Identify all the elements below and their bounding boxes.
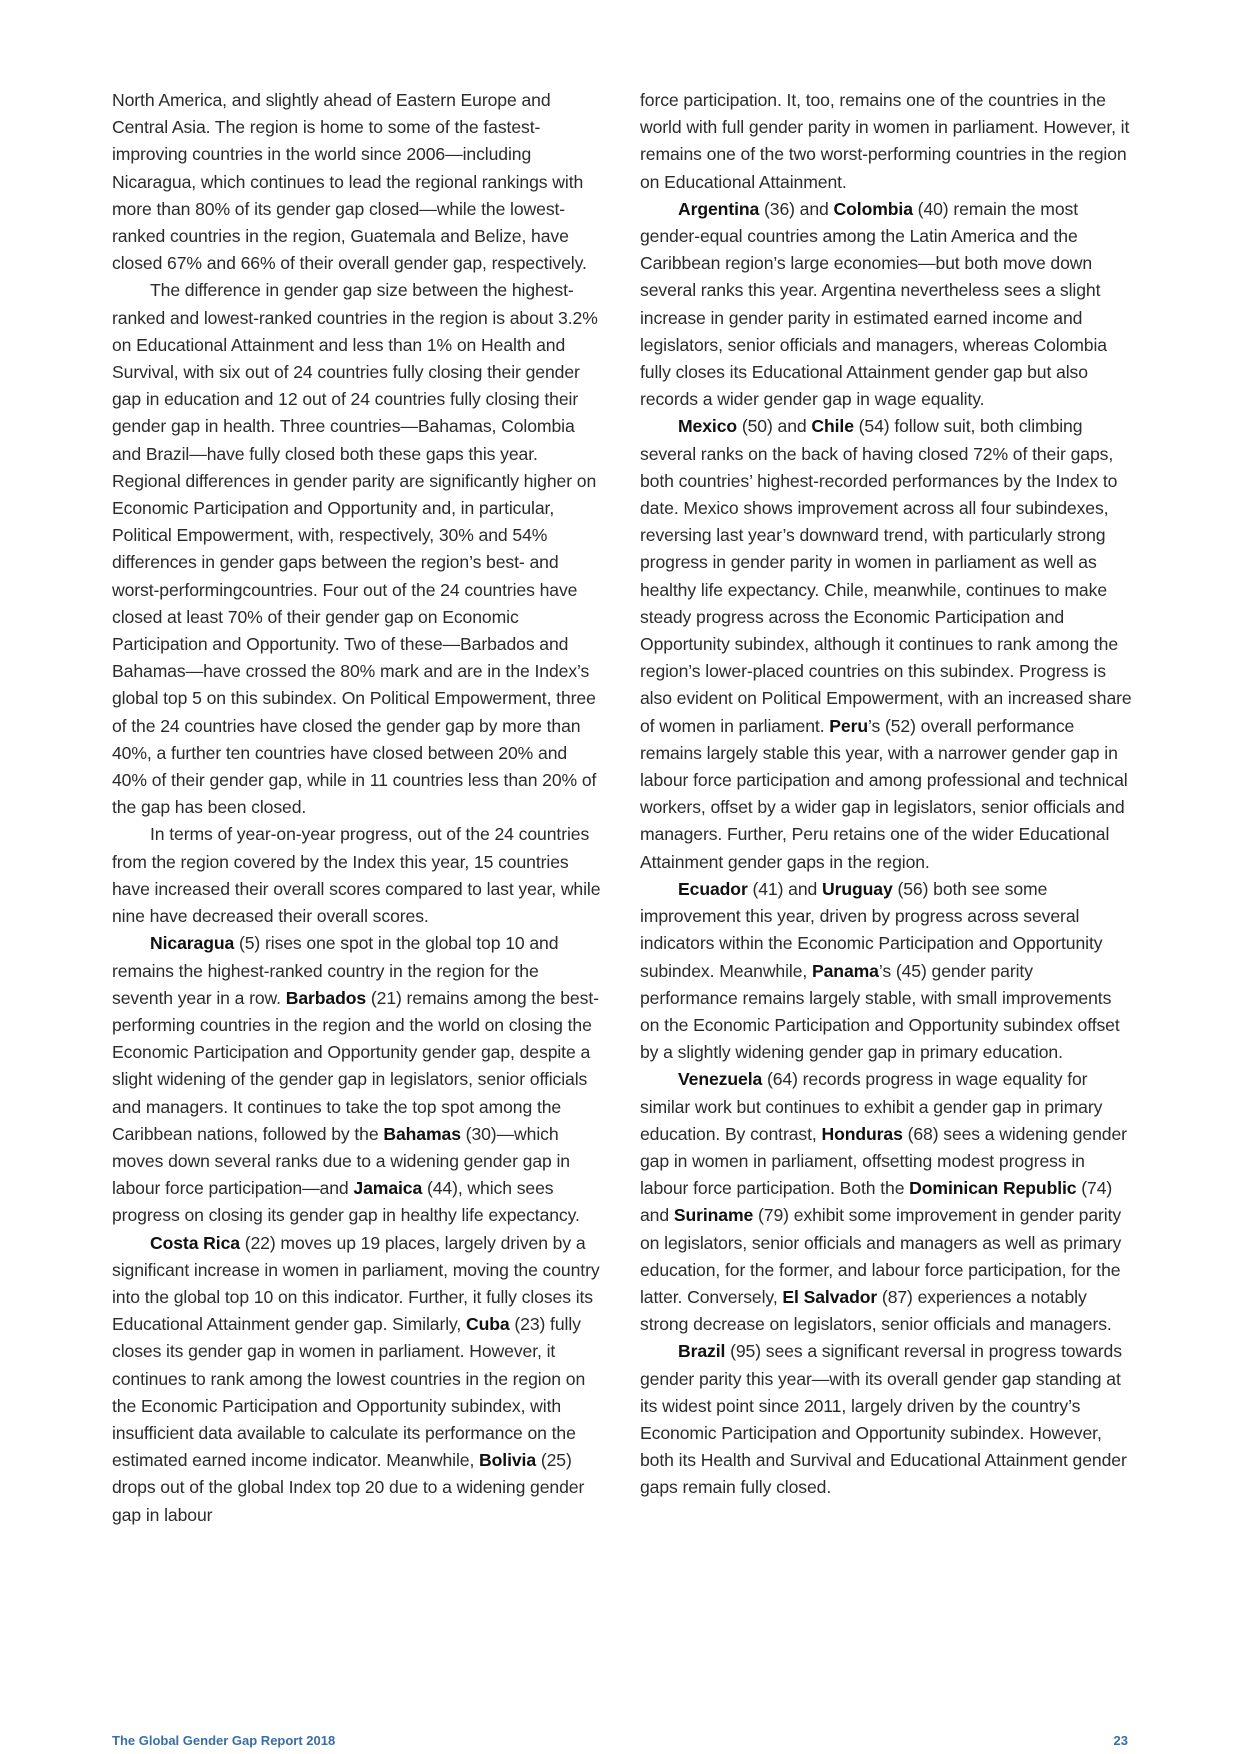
paragraph — [640, 1066, 1132, 1338]
country-name: Chile — [811, 416, 854, 437]
paragraph-text: (79) exhibit some improvement in gender parity on legislators, senior officials and managers as well as primary education, for the former, and labour force participation, for the latter. Conversely, — [640, 1205, 1122, 1307]
paragraph: force participation. It, too, remains one of the countries in the world with full gender parity in women in parliament. However, it remains one of the two worst-performing countries in the region on Educational Attainment. — [640, 90, 1130, 192]
country-name: Argentina — [678, 198, 760, 219]
paragraph-text: (41) and — [747, 878, 823, 899]
paragraph-text: (50) and — [737, 416, 812, 437]
right-column — [640, 87, 1132, 1502]
paragraph-text: (68) sees a widening gender gap in women in parliament, offsetting modest progress in labour force participation. Both the — [640, 1123, 1127, 1199]
paragraph-text: (23) fully closes its gender gap in women in parliament. However, it continues to rank among the lowest countries in the region on the Economic Participation and Opportunity subindex, with insufficient data available to calculate its performance on the estimated earned income indicator. Meanwhile, — [112, 1314, 586, 1471]
country-name: Venezuela — [678, 1069, 763, 1090]
country-name: Dominican Republic — [909, 1178, 1077, 1199]
paragraph-text: ’s (45) gender parity performance remains largely stable, with small improvements on the Economic Participation and Opportunity subindex offset by a slightly widening gender gap in primary education. — [640, 960, 1120, 1063]
paragraph-text: (5) rises one spot in the global top 10 and remains the highest-ranked country in the region for the seventh year in a row. — [112, 933, 559, 1008]
paragraph: North America, and slightly ahead of Eastern Europe and Central Asia. The region is home to some of the fastest-improving countries in the world since 2006—including Nicaragua, which continues to lead the regional rankings with more than 80% of its gender gap closed—while the lowest-ranked countries in the region, Guatemala and Belize, have closed 67% and 66% of their overall gender gap, respectively. — [112, 90, 587, 274]
country-name: El Salvador — [782, 1286, 878, 1307]
country-name: Nicaragua — [150, 933, 235, 954]
country-name: Panama — [811, 960, 879, 981]
left-column — [112, 87, 604, 1529]
paragraph-text: (40) remain the most gender-equal countries among the Latin America and the Caribbean region’s large economies—but both move down several ranks this year. Argentina nevertheless sees a slight increase in gender parity in estimated earned income and legislators, senior officials and managers, whereas Colombia fully closes its Educational Attainment gender gap but also records a wider gender gap in wage equality. — [640, 198, 1107, 410]
country-name: Colombia — [833, 198, 913, 219]
country-name: Barbados — [285, 987, 367, 1008]
footer-page-number: 23 — [1113, 1733, 1128, 1748]
paragraph-text: (22) moves up 19 places, largely driven by a significant increase in women in parliament, moving the country into the global top 10 on this indicator. Further, it fully closes its Educational Attainment gender gap. Similarly, — [112, 1232, 600, 1335]
paragraph-text: ’s (52) overall performance remains largely stable this year, with a narrower gender gap in labour force participation and among professional and technical workers, offset by a wider gap in legislators, senior officials and managers. Further, Peru retains one of the wider Educational Attainment gender gaps in the region. — [640, 715, 1128, 872]
country-name: Mexico — [678, 416, 738, 437]
country-name: Suriname — [673, 1205, 754, 1226]
paragraph-text: (44), which sees progress on closing its gender gap in healthy life expectancy. — [112, 1178, 580, 1226]
paragraph — [640, 196, 1132, 414]
country-name: Ecuador — [678, 878, 748, 899]
paragraph-text: (74) and — [640, 1178, 1113, 1226]
paragraph-text: (64) records progress in wage equality for similar work but continues to exhibit a gender gap in primary education. By contrast, — [640, 1069, 1103, 1144]
paragraph — [112, 1230, 604, 1529]
paragraph — [640, 413, 1132, 875]
paragraph — [640, 1338, 1132, 1501]
country-name: Bahamas — [383, 1123, 461, 1144]
paragraph-text: (56) both see some improvement this year, driven by progress across several indicators within the Economic Participation and Opportunity subindex. Meanwhile, — [640, 878, 1103, 981]
country-name: Honduras — [821, 1123, 903, 1144]
paragraph: The difference in gender gap size between the highest-ranked and lowest-ranked countries in the region is about 3.2% on Educational Attainment and less than 1% on Health and Survival, with six out of 24 countries fully closing their gender gap in education and 12 out of 24 countries fully closing their gender gap in health. Three countries—Bahamas, Colombia and Brazil—have fully closed both these gaps this year. Regional differences in gender parity are significantly higher on Economic Participation and Opportunity and, in particular, Political Empowerment, with, respectively, 30% and 54% differences in gender gaps between the region’s best- and worst-performingcountries. Four out of the 24 countries have closed at least 70% of their gender gap on Economic Participation and Opportunity. Two of these—Barbados and Bahamas—have crossed the 80% mark and are in the Index’s global top 5 on this subindex. On Political Empowerment, three of the 24 countries have closed the gender gap by more than 40%, a further ten countries have closed between 20% and 40% of their gender gap, while in 11 countries less than 20% of the gap has been closed. — [112, 280, 598, 818]
paragraph-text: (21) remains among the best-performing countries in the region and the world on closing the Economic Participation and Opportunity gender gap, despite a slight widening of the gender gap in legislators, senior officials and managers. It continues to take the top spot among the Caribbean nations, followed by the — [112, 987, 599, 1144]
paragraph-text: (30)—which moves down several ranks due to a widening gender gap in labour force participation—and — [112, 1123, 570, 1199]
paragraph — [640, 876, 1132, 1066]
paragraph-text: (87) experiences a notably strong decrease on legislators, senior officials and managers. — [640, 1286, 1112, 1335]
country-name: Peru — [829, 715, 868, 736]
footer-report-title: The Global Gender Gap Report 2018 — [112, 1733, 336, 1748]
paragraph-text: (36) and — [759, 198, 834, 219]
country-name: Bolivia — [479, 1450, 537, 1471]
paragraph-text: (54) follow suit, both climbing several ranks on the back of having closed 72% of their gaps, both countries’ highest-recorded performances by the Index to date. Mexico shows improvement across all four subindexes, reversing last year’s downward trend, with particularly strong progress in gender parity in women in parliament as well as healthy life expectancy. Chile, meanwhile, continues to make steady progress across the Economic Participation and Opportunity subindex, although it continues to rank among the region’s lower-placed countries on this subindex. Progress is also evident on Political Empowerment, with an increased share of women in parliament. — [640, 416, 1132, 736]
paragraph-text: (95) sees a significant reversal in progress towards gender parity this year—with its overall gender gap standing at its widest point since 2011, largely driven by the country’s Economic Participation and Opportunity subindex. However, both its Health and Survival and Educational Attainment gender gaps remain fully closed. — [640, 1341, 1127, 1498]
paragraph: In terms of year-on-year progress, out of the 24 countries from the region covered by the Index this year, 15 countries have increased their overall scores compared to last year, while nine have decreased their overall scores. — [112, 824, 601, 927]
paragraph — [112, 930, 604, 1229]
country-name: Jamaica — [353, 1178, 423, 1199]
country-name: Cuba — [466, 1314, 510, 1335]
country-name: Brazil — [678, 1341, 726, 1362]
paragraph-text: (25) drops out of the global Index top 20 due to a widening gender gap in labour — [112, 1450, 585, 1525]
country-name: Uruguay — [822, 878, 893, 899]
country-name: Costa Rica — [150, 1232, 240, 1253]
